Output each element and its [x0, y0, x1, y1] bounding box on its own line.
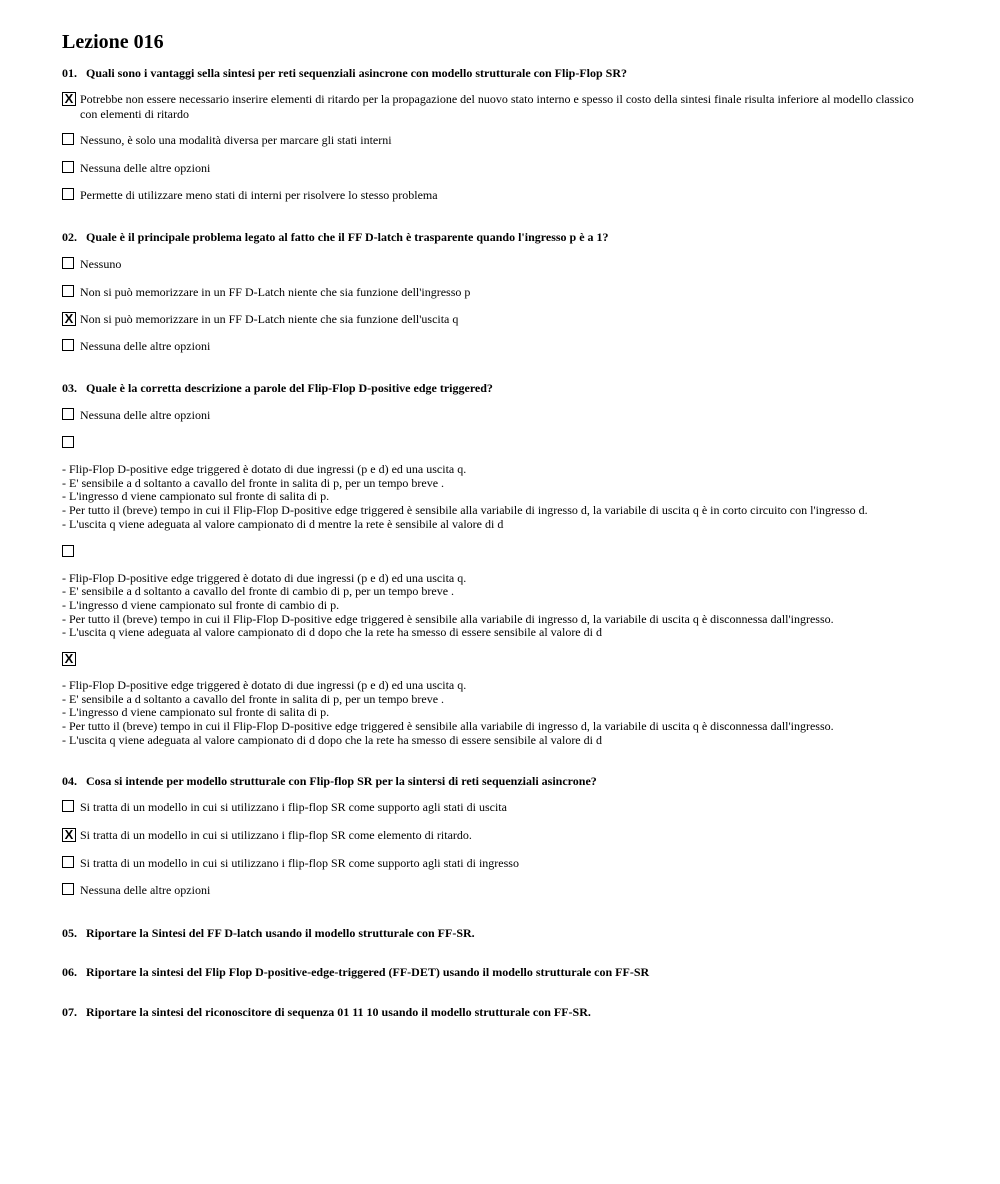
- option-description: - Flip-Flop D-positive edge triggered è dotato di due ingressi (p e d) ed una uscita q. - E' sensibile a d soltanto a cavallo del fronte di cambio di p, per un tempo breve . - L'ingresso d viene campionato sul fronte di cambio di p. - Per tutto il (breve) tempo in cui il Flip-Flop D-positive edge triggered è sensibile alla variabile di ingresso d, la variabile di uscita q è disconnessa dall'ingresso. - L'uscita q viene adeguata al valore campionato di d dopo che la rete ha smesso di essere sensibile al valore di d: [62, 570, 834, 640]
- question-02: [62, 230, 922, 354]
- answer-option[interactable]: Permette di utilizzare meno stati di interni per risolvere lo stesso problema: [62, 188, 922, 203]
- checkbox[interactable]: [62, 133, 74, 145]
- answer-option[interactable]: Non si può memorizzare in un FF D-Latch niente che sia funzione dell'ingresso p: [62, 285, 922, 300]
- checkbox[interactable]: [62, 436, 74, 448]
- answer-option[interactable]: Nessuna delle altre opzioni: [62, 161, 922, 176]
- checkbox[interactable]: [62, 856, 74, 868]
- checkbox[interactable]: [62, 339, 74, 351]
- question-06: [62, 965, 922, 980]
- checkbox-checked[interactable]: X: [62, 312, 76, 326]
- checkbox[interactable]: [62, 257, 74, 269]
- checkbox[interactable]: [62, 545, 74, 557]
- question-text: 03. Quale è la corretta descrizione a parole del Flip-Flop D-positive edge triggered?: [62, 381, 493, 395]
- answer-option[interactable]: [62, 545, 922, 641]
- checkbox-checked[interactable]: X: [62, 828, 76, 842]
- question-number: 07.: [62, 1004, 77, 1019]
- quiz-page: [62, 30, 922, 1020]
- question-number: 03.: [62, 381, 77, 395]
- question-text: 04. Cosa si intende per modello strutturale con Flip-flop SR per la sintersi di reti sequenziali asincrone?: [62, 773, 597, 788]
- question-text: 06. Riportare la sintesi del Flip Flop D-positive-edge-triggered (FF-DET) usando il modello strutturale con FF-SR: [62, 964, 650, 979]
- question-text: 02. Quale è il principale problema legato al fatto che il FF D-latch è trasparente quando l'ingresso p è a 1?: [62, 230, 609, 244]
- option-description: - Flip-Flop D-positive edge triggered è dotato di due ingressi (p e d) ed una uscita q. - E' sensibile a d soltanto a cavallo del fronte in salita di p, per un tempo breve . - L'ingresso d viene campionato sul fronte di salita di p. - Per tutto il (breve) tempo in cui il Flip-Flop D-positive edge triggered è sensibile alla variabile di ingresso d, la variabile di uscita q è disconnessa dall'ingresso. - L'uscita q viene adeguata al valore campionato di d dopo che la rete ha smesso di essere sensibile al valore di d: [62, 678, 834, 747]
- answer-option[interactable]: Nessuno, è solo una modalità diversa per marcare gli stati interni: [62, 133, 922, 148]
- question-01: [62, 66, 922, 203]
- answer-option[interactable]: X Potrebbe non essere necessario inserire elementi di ritardo per la propagazione del nuovo stato interno e spesso il costo della sintesi finale risulta inferiore al modello classico con elementi di ritardo: [62, 92, 922, 122]
- question-05: [62, 926, 922, 941]
- answer-option[interactable]: X Si tratta di un modello in cui si utilizzano i flip-flop SR come elemento di ritardo.: [62, 828, 922, 843]
- answer-option[interactable]: Nessuna delle altre opzioni: [62, 883, 922, 898]
- question-04: [62, 774, 922, 898]
- question-number: 06.: [62, 964, 77, 979]
- question-number: 01.: [62, 66, 77, 80]
- question-number: 05.: [62, 925, 77, 940]
- page-title: Lezione 016: [62, 31, 164, 53]
- option-description: - Flip-Flop D-positive edge triggered è dotato di due ingressi (p e d) ed una uscita q. - E' sensibile a d soltanto a cavallo del fronte in salita di p, per un tempo breve . - L'ingresso d viene campionato sul fronte di salita di p. - Per tutto il (breve) tempo in cui il Flip-Flop D-positive edge triggered è sensibile alla variabile di ingresso d, la variabile di uscita q è in corto circuito con l'ingresso d. - L'uscita q viene adeguata al valore campionato di d mentre la rete è sensibile al valore di d: [62, 462, 868, 531]
- checkbox[interactable]: [62, 285, 74, 297]
- answer-option[interactable]: [62, 652, 922, 748]
- question-03: [62, 381, 922, 748]
- answer-option[interactable]: [62, 436, 922, 532]
- answer-option[interactable]: Nessuna delle altre opzioni: [62, 339, 922, 354]
- question-number: 04.: [62, 773, 77, 788]
- checkbox[interactable]: [62, 188, 74, 200]
- answer-option[interactable]: Si tratta di un modello in cui si utilizzano i flip-flop SR come supporto agli stati di uscita: [62, 800, 922, 815]
- answer-option[interactable]: X Non si può memorizzare in un FF D-Latch niente che sia funzione dell'uscita q: [62, 312, 922, 327]
- answer-option[interactable]: Si tratta di un modello in cui si utilizzano i flip-flop SR come supporto agli stati di ingresso: [62, 856, 922, 871]
- answer-option[interactable]: Nessuna delle altre opzioni: [62, 408, 922, 423]
- checkbox[interactable]: [62, 800, 74, 812]
- checkbox[interactable]: [62, 161, 74, 173]
- answer-option[interactable]: Nessuno: [62, 257, 922, 272]
- checkbox[interactable]: [62, 883, 74, 895]
- question-text: 01. Quali sono i vantaggi sella sintesi per reti sequenziali asincrone con modello strutturale con Flip-Flop SR?: [62, 66, 628, 80]
- question-07: [62, 1005, 922, 1020]
- question-text: 05. Riportare la Sintesi del FF D-latch usando il modello strutturale con FF-SR.: [62, 925, 475, 940]
- checkbox-checked[interactable]: X: [62, 92, 76, 106]
- question-text: 07. Riportare la sintesi del riconoscitore di sequenza 01 11 10 usando il modello strutturale con FF-SR.: [62, 1004, 591, 1019]
- checkbox-checked[interactable]: X: [62, 652, 76, 666]
- checkbox[interactable]: [62, 408, 74, 420]
- question-number: 02.: [62, 230, 77, 244]
